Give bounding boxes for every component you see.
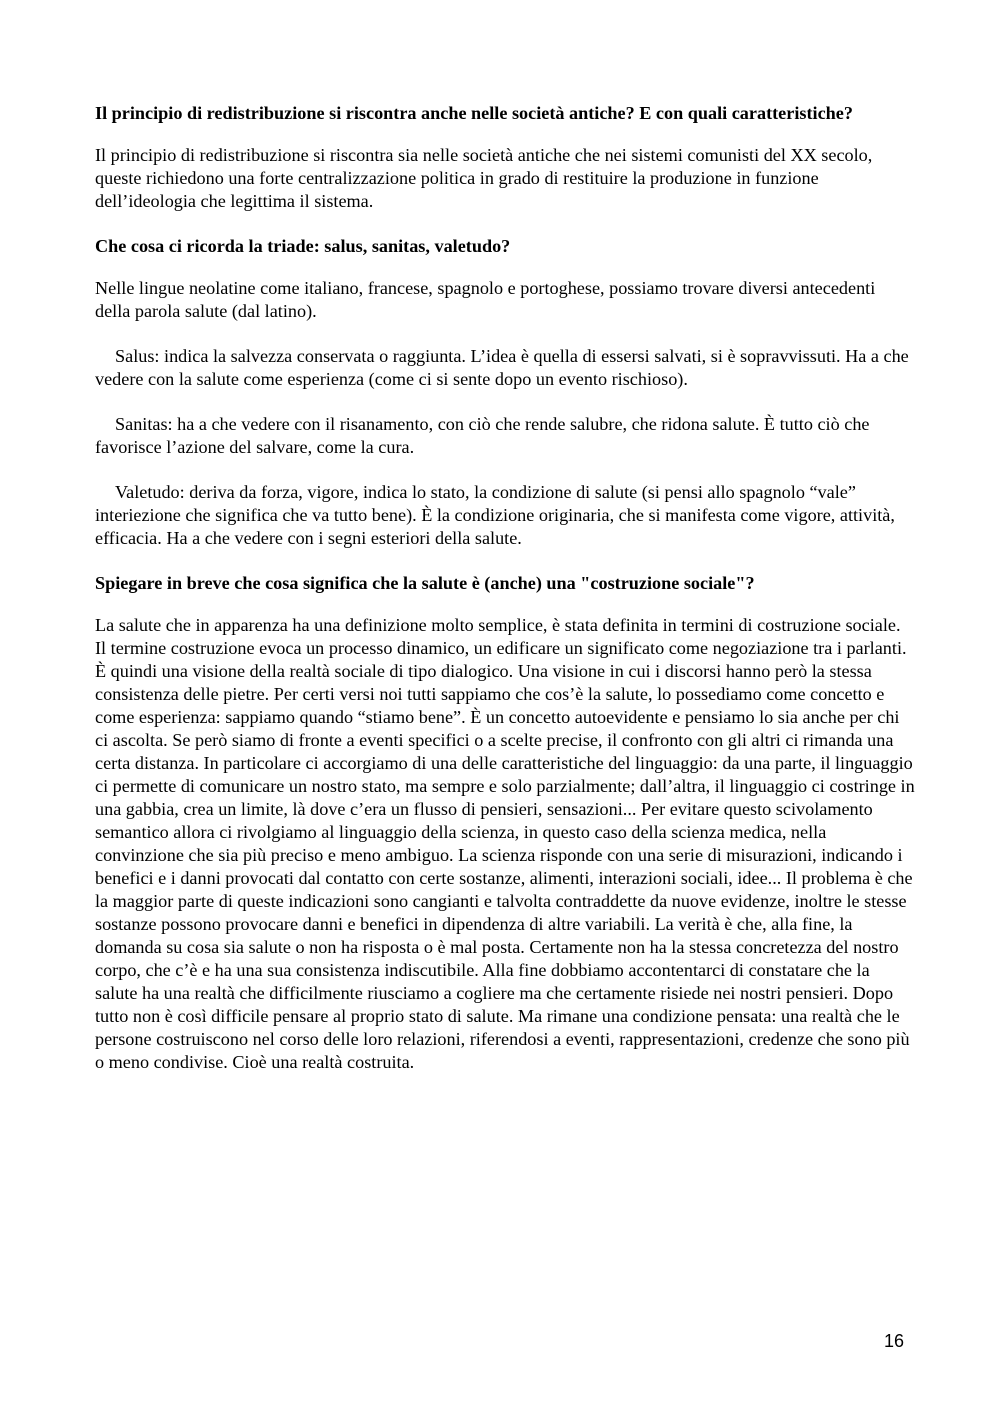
answer-redistribuzione: Il principio di redistribuzione si riscontra sia nelle società antiche che nei sistemi comunisti del XX secolo, queste richiedono una forte centralizzazione politica in grado di restituire la produzione in funzione dell’ideologia che legittima il sistema. [95, 145, 873, 211]
page-number: 16 [884, 1331, 905, 1351]
question-triade: Che cosa ci ricorda la triade: salus, sanitas, valetudo? [95, 236, 511, 256]
question-costruzione-sociale: Spiegare in breve che cosa significa che la salute è (anche) una "costruzione sociale"? [95, 573, 755, 593]
answer-triade-intro: Nelle lingue neolatine come italiano, francese, spagnolo e portoghese, possiamo trovare diversi antecedenti della parola salute (dal latino). [95, 278, 876, 321]
page-content [95, 102, 915, 1096]
answer-sanitas: Sanitas: ha a che vedere con il risanamento, con ciò che rende salubre, che ridona salute. È tutto ciò che favorisce l’azione del salvare, come la cura. [95, 414, 870, 457]
question-redistribuzione: Il principio di redistribuzione si riscontra anche nelle società antiche? E con quali caratteristiche? [95, 103, 853, 123]
answer-valetudo: Valetudo: deriva da forza, vigore, indica lo stato, la condizione di salute (si pensi allo spagnolo “vale” interiezione che significa che va tutto bene). È la condizione originaria, che si manifesta come vigore, attività, efficacia. Ha a che vedere con i segni esteriori della salute. [95, 482, 895, 548]
answer-salus: Salus: indica la salvezza conservata o raggiunta. L’idea è quella di essersi salvati, si è sopravvissuti. Ha a che vedere con la salute come esperienza (come ci si sente dopo un evento rischioso). [95, 346, 909, 389]
answer-costruzione-sociale: La salute che in apparenza ha una definizione molto semplice, è stata definita in termini di costruzione sociale. Il termine costruzione evoca un processo dinamico, un edificare un significato come negoziazione tra i parlanti. È quindi una visione della realtà sociale di tipo dialogico. Una visione in cui i discorsi hanno però la stessa consistenza delle pietre. Per certi versi noi tutti sappiamo che cos’è la salute, lo possediamo come concetto e come esperienza: sappiamo quando “stiamo bene”. È un concetto autoevidente e pensiamo lo sia anche per chi ci ascolta. Se però siamo di fronte a eventi specifici o a scelte precise, il confronto con gli altri ci rimanda una certa distanza. In particolare ci accorgiamo di una delle caratteristiche del linguaggio: da una parte, il linguaggio ci permette di comunicare un nostro stato, ma sempre e solo parzialmente; dall’altra, il linguaggio ci costringe in una gabbia, crea un limite, là dove c’era un flusso di pensieri, sensazioni... Per evitare questo scivolamento semantico allora ci rivolgiamo al linguaggio della scienza, in questo caso della scienza medica, nella convinzione che sia più preciso e meno ambiguo. La scienza risponde con una serie di misurazioni, indicando i benefici e i danni provocati dal contatto con certe sostanze, alimenti, interazioni sociali, idee... Il problema è che la maggior parte di queste indicazioni sono cangianti e talvolta contraddette da nuove evidenze, inoltre le stesse sostanze possono provocare danni e benefici in dipendenza di altre variabili. La verità è che, alla fine, la domanda su cosa sia salute o non ha risposta o è mal posta. Certamente non ha la stessa concretezza del nostro corpo, che c’è e ha una sua consistenza indiscutibile. Alla fine dobbiamo accontentarci di constatare che la salute ha una realtà che difficilmente riusciamo a cogliere ma che certamente risiede nei nostri pensieri. Dopo tutto non è così difficile pensare al proprio stato di salute. Ma rimane una condizione pensata: una realtà che le persone costruiscono nel corso delle loro relazioni, riferendosi a eventi, rappresentazioni, credenze che sono più o meno condivise. Cioè una realtà costruita. [95, 615, 915, 1072]
